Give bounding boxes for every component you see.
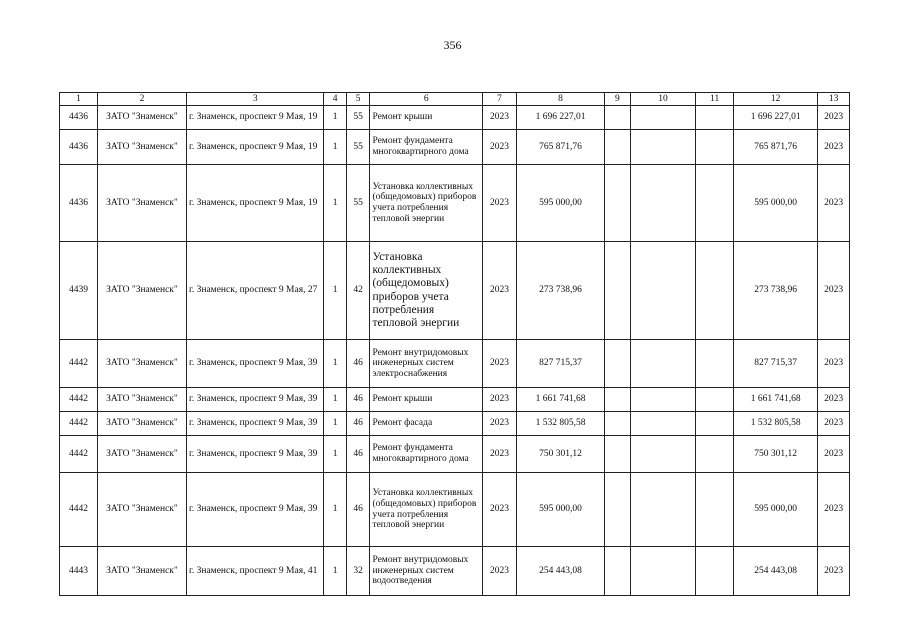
col4-cell: 1 bbox=[324, 340, 347, 388]
work-type-cell: Ремонт крыши bbox=[370, 106, 483, 130]
table-row bbox=[60, 547, 850, 596]
house-id-cell: 4443 bbox=[60, 547, 98, 596]
house-id-cell: 4436 bbox=[60, 165, 98, 242]
col4-cell: 1 bbox=[324, 436, 347, 473]
work-type-cell: Ремонт фасада bbox=[370, 412, 483, 436]
house-id-cell: 4442 bbox=[60, 412, 98, 436]
year-cell: 2023 bbox=[483, 547, 517, 596]
address-cell: г. Знаменск, проспект 9 Мая, 19 bbox=[187, 165, 324, 242]
header-cell: 13 bbox=[818, 93, 850, 106]
col12-cell: 595 000,00 bbox=[734, 165, 818, 242]
col13-cell: 2023 bbox=[818, 388, 850, 412]
work-type-cell: Установка коллективных (общедомовых) приборов учета потребления тепловой энергии bbox=[370, 165, 483, 242]
year-cell: 2023 bbox=[483, 130, 517, 165]
table-header-row bbox=[60, 93, 850, 106]
municipality-cell: ЗАТО "Знаменск" bbox=[97, 130, 186, 165]
col13-cell: 2023 bbox=[818, 165, 850, 242]
address-cell: г. Знаменск, проспект 9 Мая, 39 bbox=[187, 388, 324, 412]
cost-cell: 595 000,00 bbox=[516, 165, 604, 242]
year-cell: 2023 bbox=[483, 106, 517, 130]
address-cell: г. Знаменск, проспект 9 Мая, 39 bbox=[187, 436, 324, 473]
year-cell: 2023 bbox=[483, 436, 517, 473]
municipality-cell: ЗАТО "Знаменск" bbox=[97, 165, 186, 242]
col10-cell bbox=[630, 412, 696, 436]
col11-cell bbox=[696, 547, 734, 596]
year-cell: 2023 bbox=[483, 242, 517, 340]
col4-cell: 1 bbox=[324, 165, 347, 242]
header-cell: 9 bbox=[605, 93, 631, 106]
col13-cell: 2023 bbox=[818, 242, 850, 340]
col13-cell: 2023 bbox=[818, 340, 850, 388]
cost-cell: 765 871,76 bbox=[516, 130, 604, 165]
col12-cell: 1 532 805,58 bbox=[734, 412, 818, 436]
col5-cell: 42 bbox=[346, 242, 370, 340]
col9-cell bbox=[605, 242, 631, 340]
cost-cell: 1 532 805,58 bbox=[516, 412, 604, 436]
header-cell: 8 bbox=[516, 93, 604, 106]
municipality-cell: ЗАТО "Знаменск" bbox=[97, 242, 186, 340]
col10-cell bbox=[630, 130, 696, 165]
address-cell: г. Знаменск, проспект 9 Мая, 27 bbox=[187, 242, 324, 340]
col10-cell bbox=[630, 473, 696, 547]
cost-cell: 827 715,37 bbox=[516, 340, 604, 388]
col5-cell: 55 bbox=[346, 130, 370, 165]
year-cell: 2023 bbox=[483, 388, 517, 412]
table-row bbox=[60, 165, 850, 242]
col13-cell: 2023 bbox=[818, 473, 850, 547]
header-cell: 10 bbox=[630, 93, 696, 106]
address-cell: г. Знаменск, проспект 9 Мая, 41 bbox=[187, 547, 324, 596]
col5-cell: 46 bbox=[346, 473, 370, 547]
table-row bbox=[60, 106, 850, 130]
col9-cell bbox=[605, 106, 631, 130]
house-id-cell: 4442 bbox=[60, 436, 98, 473]
header-cell: 2 bbox=[97, 93, 186, 106]
work-type-cell: Ремонт крыши bbox=[370, 388, 483, 412]
col13-cell: 2023 bbox=[818, 130, 850, 165]
address-cell: г. Знаменск, проспект 9 Мая, 19 bbox=[187, 130, 324, 165]
cost-cell: 1 696 227,01 bbox=[516, 106, 604, 130]
repair-schedule-table bbox=[59, 92, 850, 596]
col12-cell: 1 696 227,01 bbox=[734, 106, 818, 130]
house-id-cell: 4436 bbox=[60, 130, 98, 165]
col10-cell bbox=[630, 436, 696, 473]
col5-cell: 46 bbox=[346, 436, 370, 473]
municipality-cell: ЗАТО "Знаменск" bbox=[97, 412, 186, 436]
header-cell: 7 bbox=[483, 93, 517, 106]
house-id-cell: 4442 bbox=[60, 340, 98, 388]
col11-cell bbox=[696, 340, 734, 388]
col9-cell bbox=[605, 388, 631, 412]
house-id-cell: 4442 bbox=[60, 473, 98, 547]
col9-cell bbox=[605, 130, 631, 165]
col10-cell bbox=[630, 340, 696, 388]
header-cell: 1 bbox=[60, 93, 98, 106]
col10-cell bbox=[630, 388, 696, 412]
cost-cell: 254 443,08 bbox=[516, 547, 604, 596]
work-type-cell: Ремонт фундамента многоквартирного дома bbox=[370, 436, 483, 473]
work-type-cell: Установка коллективных (общедомовых) приборов учета потребления тепловой энергии bbox=[370, 473, 483, 547]
year-cell: 2023 bbox=[483, 412, 517, 436]
col12-cell: 827 715,37 bbox=[734, 340, 818, 388]
col4-cell: 1 bbox=[324, 412, 347, 436]
col12-cell: 273 738,96 bbox=[734, 242, 818, 340]
page-number: 356 bbox=[443, 38, 462, 52]
col13-cell: 2023 bbox=[818, 436, 850, 473]
col10-cell bbox=[630, 106, 696, 130]
work-type-cell: Ремонт фундамента многоквартирного дома bbox=[370, 130, 483, 165]
col13-cell: 2023 bbox=[818, 547, 850, 596]
col12-cell: 1 661 741,68 bbox=[734, 388, 818, 412]
col11-cell bbox=[696, 388, 734, 412]
col9-cell bbox=[605, 340, 631, 388]
col4-cell: 1 bbox=[324, 473, 347, 547]
address-cell: г. Знаменск, проспект 9 Мая, 39 bbox=[187, 473, 324, 547]
col4-cell: 1 bbox=[324, 242, 347, 340]
col4-cell: 1 bbox=[324, 106, 347, 130]
col5-cell: 55 bbox=[346, 165, 370, 242]
col4-cell: 1 bbox=[324, 130, 347, 165]
address-cell: г. Знаменск, проспект 9 Мая, 39 bbox=[187, 340, 324, 388]
year-cell: 2023 bbox=[483, 165, 517, 242]
year-cell: 2023 bbox=[483, 340, 517, 388]
table-row bbox=[60, 242, 850, 340]
col9-cell bbox=[605, 473, 631, 547]
col10-cell bbox=[630, 242, 696, 340]
cost-cell: 273 738,96 bbox=[516, 242, 604, 340]
col12-cell: 595 000,00 bbox=[734, 473, 818, 547]
col11-cell bbox=[696, 242, 734, 340]
col5-cell: 46 bbox=[346, 388, 370, 412]
work-type-cell: Ремонт внутридомовых инженерных систем электроснабжения bbox=[370, 340, 483, 388]
header-cell: 5 bbox=[346, 93, 370, 106]
col10-cell bbox=[630, 165, 696, 242]
municipality-cell: ЗАТО "Знаменск" bbox=[97, 436, 186, 473]
header-cell: 11 bbox=[696, 93, 734, 106]
header-cell: 12 bbox=[734, 93, 818, 106]
table-row bbox=[60, 340, 850, 388]
header-cell: 6 bbox=[370, 93, 483, 106]
col11-cell bbox=[696, 165, 734, 242]
col12-cell: 254 443,08 bbox=[734, 547, 818, 596]
col11-cell bbox=[696, 412, 734, 436]
col11-cell bbox=[696, 106, 734, 130]
table-row bbox=[60, 388, 850, 412]
municipality-cell: ЗАТО "Знаменск" bbox=[97, 473, 186, 547]
header-cell: 4 bbox=[324, 93, 347, 106]
cost-cell: 595 000,00 bbox=[516, 473, 604, 547]
address-cell: г. Знаменск, проспект 9 Мая, 19 bbox=[187, 106, 324, 130]
table-row bbox=[60, 436, 850, 473]
col12-cell: 765 871,76 bbox=[734, 130, 818, 165]
table-row bbox=[60, 412, 850, 436]
col5-cell: 46 bbox=[346, 412, 370, 436]
table-row bbox=[60, 473, 850, 547]
house-id-cell: 4442 bbox=[60, 388, 98, 412]
col10-cell bbox=[630, 547, 696, 596]
col5-cell: 55 bbox=[346, 106, 370, 130]
municipality-cell: ЗАТО "Знаменск" bbox=[97, 340, 186, 388]
col11-cell bbox=[696, 473, 734, 547]
col9-cell bbox=[605, 436, 631, 473]
col12-cell: 750 301,12 bbox=[734, 436, 818, 473]
municipality-cell: ЗАТО "Знаменск" bbox=[97, 547, 186, 596]
municipality-cell: ЗАТО "Знаменск" bbox=[97, 106, 186, 130]
col13-cell: 2023 bbox=[818, 412, 850, 436]
col13-cell: 2023 bbox=[818, 106, 850, 130]
work-type-cell: Ремонт внутридомовых инженерных систем водоотведения bbox=[370, 547, 483, 596]
col5-cell: 46 bbox=[346, 340, 370, 388]
col4-cell: 1 bbox=[324, 547, 347, 596]
work-type-cell: Установка коллективных (общедомовых) приборов учета потребления тепловой энергии bbox=[370, 242, 483, 340]
header-cell: 3 bbox=[187, 93, 324, 106]
col11-cell bbox=[696, 436, 734, 473]
col11-cell bbox=[696, 130, 734, 165]
col4-cell: 1 bbox=[324, 388, 347, 412]
cost-cell: 1 661 741,68 bbox=[516, 388, 604, 412]
municipality-cell: ЗАТО "Знаменск" bbox=[97, 388, 186, 412]
cost-cell: 750 301,12 bbox=[516, 436, 604, 473]
col9-cell bbox=[605, 165, 631, 242]
col9-cell bbox=[605, 547, 631, 596]
house-id-cell: 4439 bbox=[60, 242, 98, 340]
col5-cell: 32 bbox=[346, 547, 370, 596]
year-cell: 2023 bbox=[483, 473, 517, 547]
table-row bbox=[60, 130, 850, 165]
address-cell: г. Знаменск, проспект 9 Мая, 39 bbox=[187, 412, 324, 436]
col9-cell bbox=[605, 412, 631, 436]
house-id-cell: 4436 bbox=[60, 106, 98, 130]
